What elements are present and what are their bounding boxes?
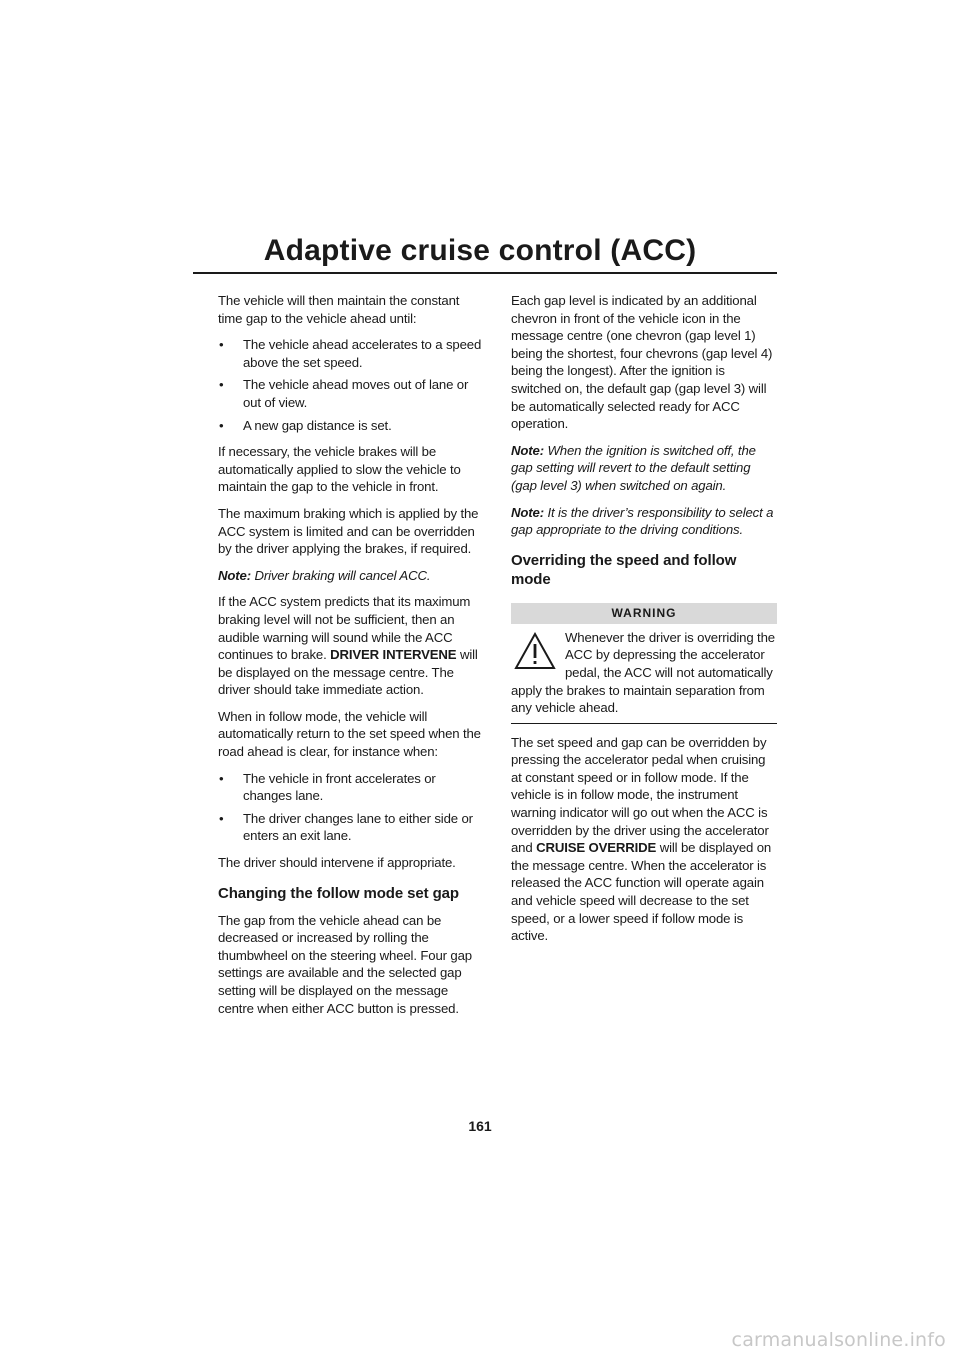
warning-body	[511, 624, 777, 724]
list-item: • The driver changes lane to either side or enters an exit lane.	[219, 810, 473, 844]
paragraph: The vehicle will then maintain the constant time gap to the vehicle ahead until:	[218, 293, 460, 326]
bullet-list	[218, 770, 486, 845]
note-label: Note:	[218, 567, 251, 583]
bullet-icon: •	[219, 810, 224, 826]
list-item: • The vehicle ahead moves out of lane or out of view.	[219, 377, 469, 410]
paragraph: The maximum braking which is applied by the ACC system is limited and can be overridden by the driver applying the brakes, if required.	[218, 505, 479, 557]
list-item: • A new gap distance is set.	[219, 417, 392, 433]
note-text: When the ignition is switched off, the gap setting will revert to the default setting (gap level 3) when switched on again.	[511, 442, 756, 493]
page-number: 161	[468, 1118, 492, 1134]
page-title: Adaptive cruise control (ACC)	[263, 234, 697, 267]
message-cruise-override: CRUISE OVERRIDE	[536, 840, 657, 856]
paragraph: Each gap level is indicated by an additional chevron in front of the vehicle icon in the message centre (one chevron (gap level 1) being the shortest, four chevrons (gap level 4) being the longest). After the ignition is switched on, the default gap (gap level 3) will be automatically selected ready for ACC operation.	[511, 293, 773, 432]
note	[218, 567, 486, 585]
paragraph: If necessary, the vehicle brakes will be automatically applied to slow the vehicle to maintain the gap to the vehicle in front.	[218, 444, 461, 495]
paragraph: The set speed and gap can be overridden by pressing the accelerator pedal when cruising at constant speed or in follow mode. If the vehicle is in follow mode, the instrument warning indicator will go out when the ACC is overridden by the driver using the accelerator and CRUISE OVERRIDE will be displayed on the message centre. When the accelerator is released the ACC function will operate again and vehicle speed will decrease to the set speed, or a lower speed if follow mode is active.	[511, 734, 772, 944]
note	[511, 442, 777, 495]
title-divider	[193, 272, 777, 274]
bullet-list	[218, 336, 486, 434]
paragraph: When in follow mode, the vehicle will automatically return to the set speed when the road ahead is clear, for instance when:	[218, 708, 481, 760]
warning-box	[511, 603, 777, 724]
bullet-icon: •	[219, 377, 224, 393]
warning-title: WARNING	[511, 603, 777, 624]
warning-triangle-icon	[513, 631, 557, 671]
paragraph: If the ACC system predicts that its maximum braking level will not be sufficient, then an audible warning will sound while the ACC continues to brake. DRIVER INTERVENE will be displayed on the message centre. The driver should take immediate action.	[218, 594, 478, 698]
note-label: Note:	[511, 442, 544, 458]
note-text: It is the driver’s responsibility to select a gap appropriate to the driving conditions.	[511, 504, 774, 538]
right-column	[511, 292, 777, 954]
note-label: Note:	[511, 504, 544, 520]
section-heading: Overriding the speed and follow mode	[511, 551, 737, 588]
note-text: Driver braking will cancel ACC.	[254, 567, 431, 583]
warning-text: Whenever the driver is overriding the ACC by depressing the accelerator pedal, the ACC will not automatically apply the brakes to maintain separation from any vehicle ahead.	[511, 629, 775, 716]
paragraph: The driver should intervene if appropriate.	[218, 855, 456, 871]
section-heading: Changing the follow mode set gap	[218, 884, 459, 902]
bullet-icon: •	[219, 337, 224, 353]
note	[511, 504, 777, 539]
bullet-icon: •	[219, 770, 224, 786]
left-column	[218, 292, 486, 1026]
list-item: • The vehicle in front accelerates or changes lane.	[219, 770, 436, 804]
message-driver-intervene: DRIVER INTERVENE	[330, 647, 457, 663]
paragraph: The gap from the vehicle ahead can be decreased or increased by rolling the thumbwheel on the steering wheel. Four gap settings are available and the selected gap setting will be displayed on the message centre when either ACC button is pressed.	[218, 912, 472, 1016]
watermark: carmanualsonline.info	[731, 1329, 946, 1351]
list-item: • The vehicle ahead accelerates to a speed above the set speed.	[219, 337, 482, 370]
bullet-icon: •	[219, 417, 224, 433]
